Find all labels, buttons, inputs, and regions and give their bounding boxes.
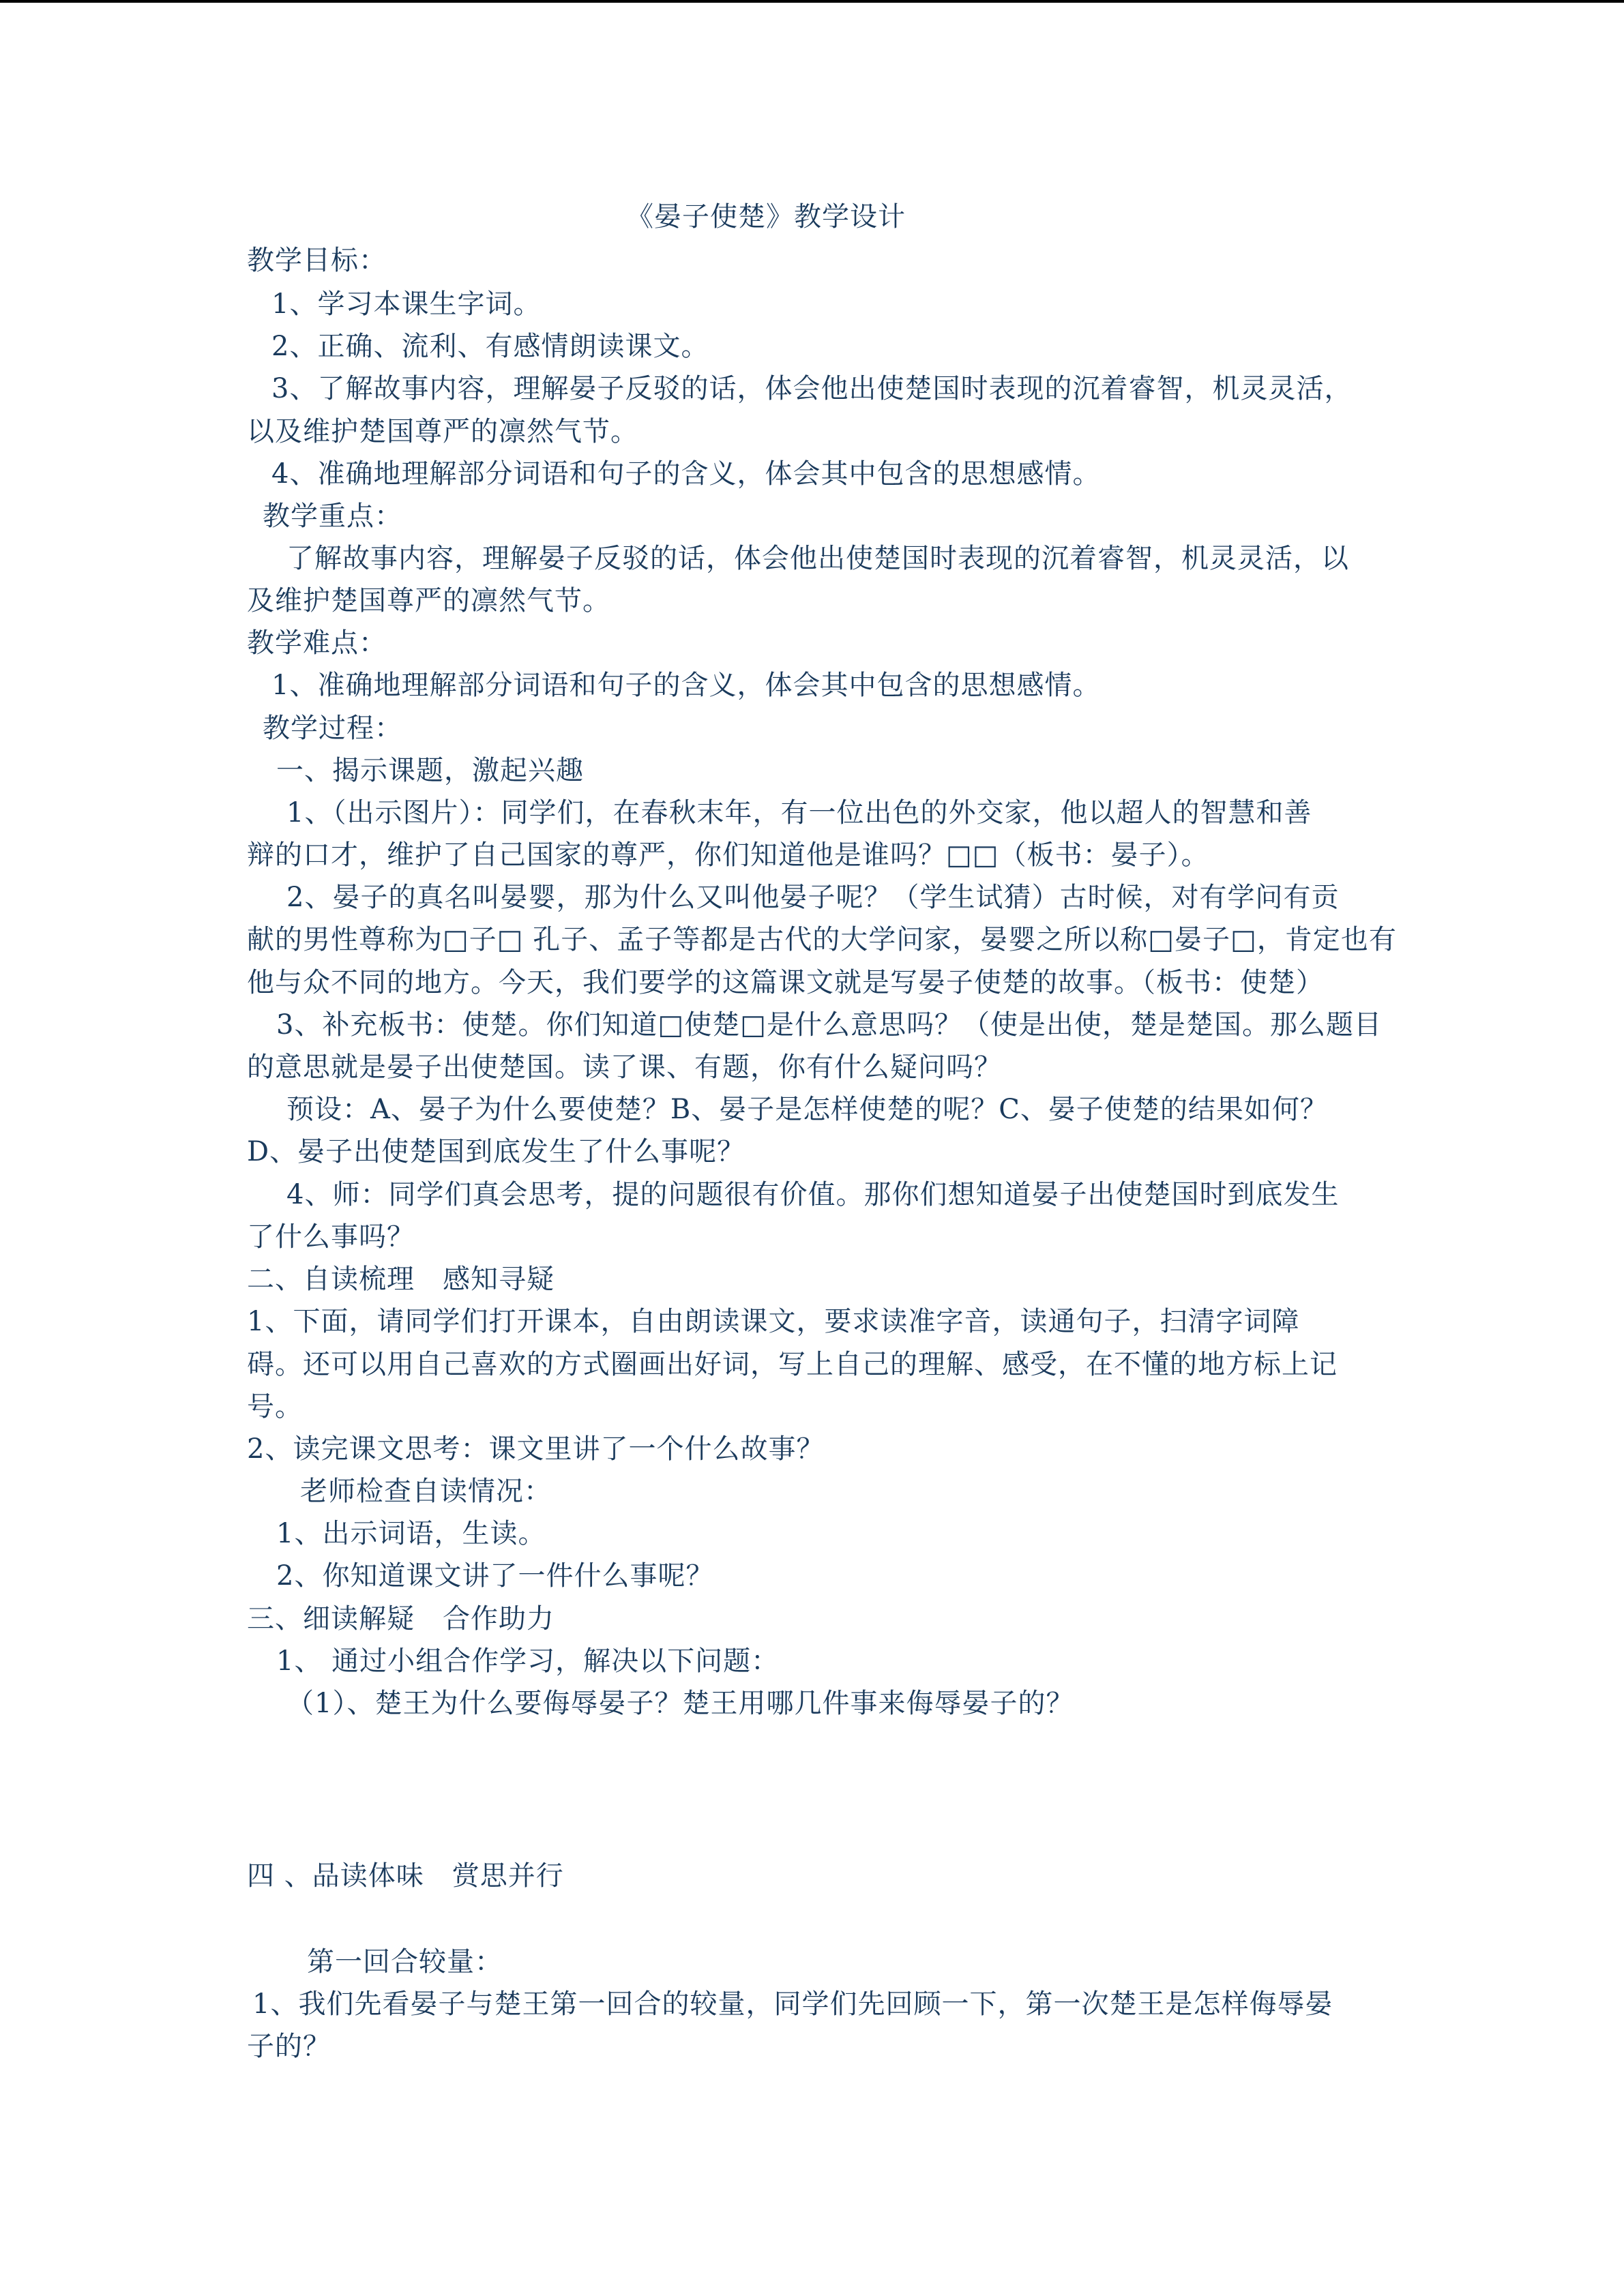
paragraph-line: 碍。还可以用自己喜欢的方式圈画出好词，写上自己的理解、感受，在不懂的地方标上记 bbox=[247, 1349, 1338, 1380]
paragraph-line: D、晏子出使楚国到底发生了什么事呢？ bbox=[247, 1136, 745, 1167]
paragraph-line: 2、你知道课文讲了一件什么事呢？ bbox=[276, 1560, 714, 1592]
paragraph-line: 2、读完课文思考：课文里讲了一个什么故事？ bbox=[247, 1433, 825, 1465]
paragraph-line: 了解故事内容，理解晏子反驳的话，体会他出使楚国时表现的沉着睿智，机灵灵活，以 bbox=[286, 543, 1349, 574]
section-heading-1: 一、揭示课题，激起兴趣 bbox=[276, 755, 584, 786]
paragraph-line: 老师检查自读情况： bbox=[300, 1476, 552, 1507]
paragraph-line: 1、准确地理解部分词语和句子的含义，体会其中包含的思想感情。 bbox=[271, 670, 1101, 701]
paragraph-line: 他与众不同的地方。今天，我们要学的这篇课文就是写晏子使楚的故事。（板书：使楚） bbox=[247, 967, 1324, 998]
paragraph-line: 及维护楚国尊严的凛然气节。 bbox=[247, 585, 610, 616]
heading-teaching-difficulty: 教学难点： bbox=[247, 627, 387, 659]
paragraph-line: 3、补充板书：使楚。你们知道□使楚□是什么意思吗？（使是出使，楚是楚国。那么题目 bbox=[276, 1009, 1383, 1041]
paragraph-line: （1）、楚王为什么要侮辱晏子？楚王用哪几件事来侮辱晏子的？ bbox=[286, 1688, 1074, 1719]
paragraph-line: 预设：A、晏子为什么要使楚？B、晏子是怎样使楚的呢？C、晏子使楚的结果如何？ bbox=[286, 1094, 1328, 1125]
paragraph-line: 献的男性尊称为□子□ 孔子、孟子等都是古代的大学问家，晏婴之所以称□晏子□，肯定也有 bbox=[247, 924, 1397, 955]
heading-teaching-process: 教学过程： bbox=[263, 713, 402, 744]
paragraph-line: 了什么事吗？ bbox=[247, 1221, 415, 1253]
paragraph-line: 1、学习本课生字词。 bbox=[271, 288, 542, 320]
section-heading-3: 三、细读解疑 合作助力 bbox=[247, 1603, 555, 1635]
paragraph-line: 的意思就是晏子出使楚国。读了课、有题，你有什么疑问吗？ bbox=[247, 1052, 1002, 1083]
paragraph-line: 2、晏子的真名叫晏婴，那为什么又叫他晏子呢？（学生试猜）古时候，对有学问有贡 bbox=[286, 882, 1340, 913]
document-title: 《晏子使楚》教学设计 bbox=[626, 201, 906, 233]
paragraph-line: 4、准确地理解部分词语和句子的含义，体会其中包含的思想感情。 bbox=[271, 458, 1101, 490]
heading-teaching-goals: 教学目标： bbox=[247, 245, 387, 276]
paragraph-line: 3、了解故事内容，理解晏子反驳的话，体会他出使楚国时表现的沉着睿智，机灵灵活， bbox=[271, 373, 1353, 404]
paragraph-line: 号。 bbox=[247, 1391, 303, 1422]
section-heading-4: 四 、品读体味 赏思并行 bbox=[247, 1860, 564, 1892]
paragraph-line: 1、出示词语，生读。 bbox=[276, 1518, 546, 1549]
paragraph-line: 4、师：同学们真会思考，提的问题很有价值。那你们想知道晏子出使楚国时到底发生 bbox=[286, 1179, 1340, 1210]
heading-teaching-focus: 教学重点： bbox=[263, 501, 402, 532]
section-heading-2: 二、自读梳理 感知寻疑 bbox=[247, 1264, 555, 1295]
paragraph-line: 子的？ bbox=[247, 2031, 331, 2062]
paragraph-line: 2、正确、流利、有感情朗读课文。 bbox=[271, 331, 709, 362]
paragraph-line: 以及维护楚国尊严的凛然气节。 bbox=[247, 416, 638, 447]
paragraph-line: 1、（出示图片）：同学们，在春秋末年，有一位出色的外交家，他以超人的智慧和善 bbox=[286, 797, 1312, 829]
paragraph-line: 辩的口才，维护了自己国家的尊严，你们知道他是谁吗？□□（板书：晏子）。 bbox=[247, 839, 1209, 871]
page-top-border bbox=[0, 0, 1624, 3]
paragraph-line: 第一回合较量： bbox=[307, 1946, 503, 1978]
paragraph-line: 1、 通过小组合作学习，解决以下问题： bbox=[276, 1645, 780, 1677]
paragraph-line: 1、我们先看晏子与楚王第一回合的较量，同学们先回顾一下，第一次楚王是怎样侮辱晏 bbox=[252, 1988, 1333, 2020]
paragraph-line: 1、下面，请同学们打开课本，自由朗读课文，要求读准字音，读通句子，扫清字词障 bbox=[247, 1306, 1300, 1337]
